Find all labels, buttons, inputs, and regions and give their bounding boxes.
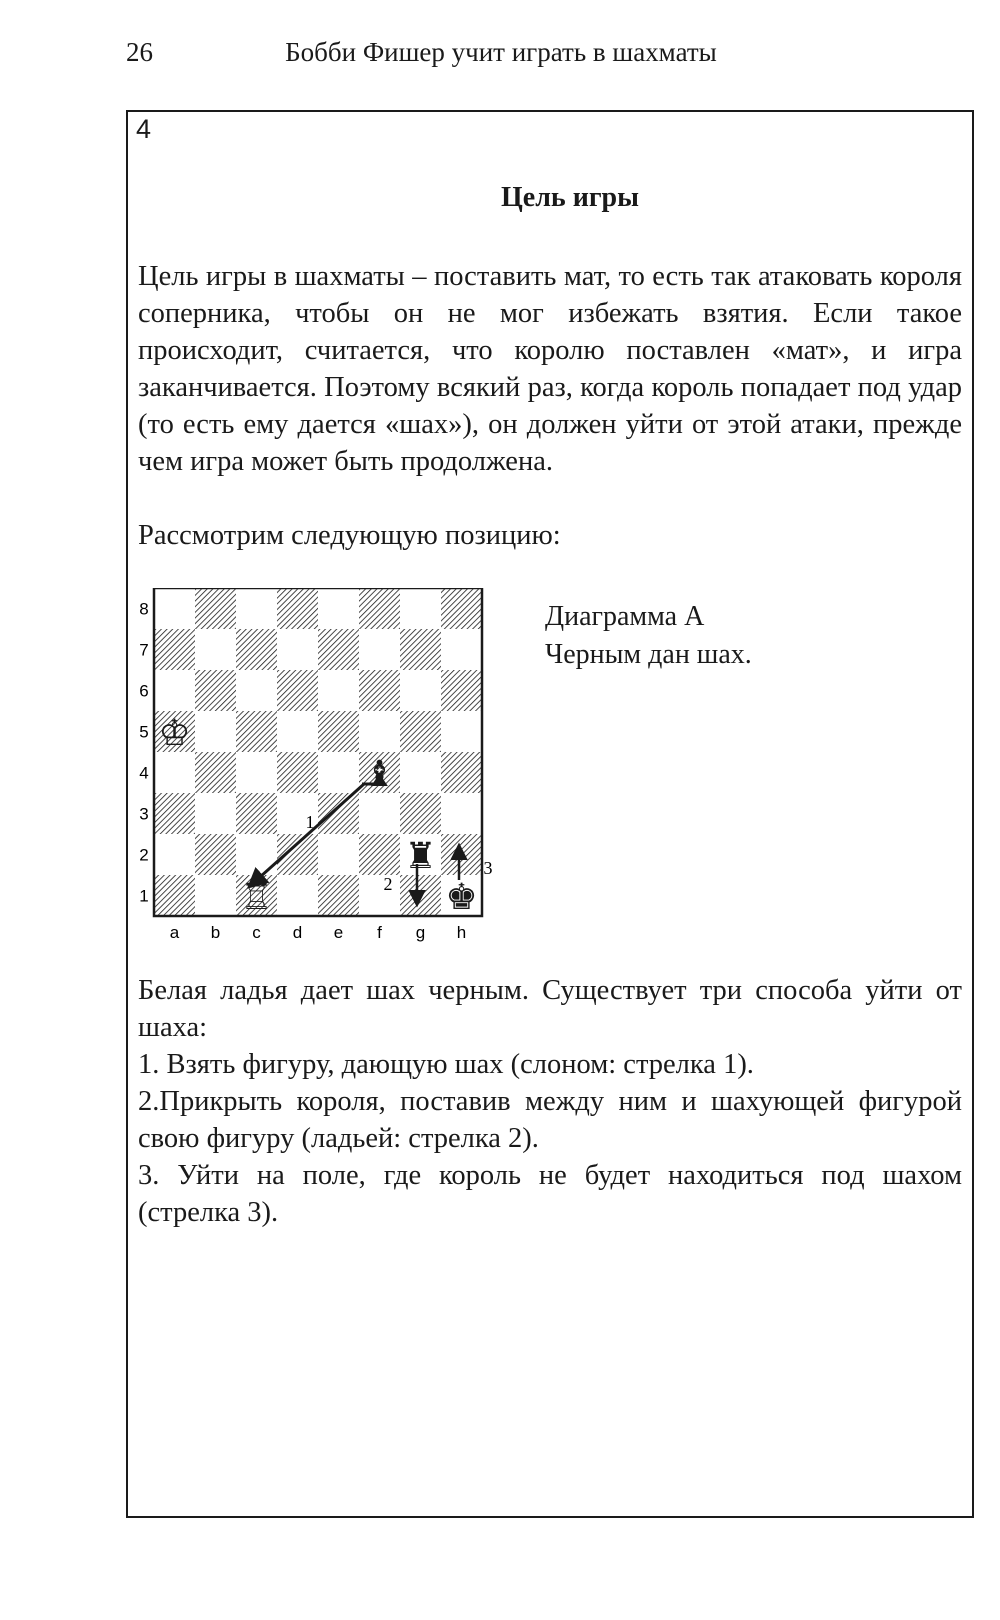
- square-g7: [400, 629, 441, 670]
- square-b6: [195, 670, 236, 711]
- square-d7: [277, 629, 318, 670]
- rank-label: 4: [139, 763, 149, 783]
- square-b5: [195, 711, 236, 752]
- square-e3: [318, 793, 359, 834]
- rank-label: 6: [139, 681, 149, 701]
- lesson-title: Цель игры: [500, 182, 639, 213]
- rank-label: 2: [139, 845, 149, 865]
- square-g6: [400, 670, 441, 711]
- square-c7: [236, 629, 277, 670]
- square-f8: [359, 588, 400, 629]
- file-label: h: [456, 923, 467, 942]
- chess-board-svg: [134, 588, 494, 948]
- running-head: [126, 32, 786, 72]
- square-d1: [277, 875, 318, 916]
- square-d8: [277, 588, 318, 629]
- square-a8: [154, 588, 195, 629]
- square-a1: [154, 875, 195, 916]
- diagram-caption: [545, 598, 752, 674]
- square-c4: [236, 752, 277, 793]
- diagram-caption-text: Черным дан шах.: [545, 639, 752, 670]
- square-e4: [318, 752, 359, 793]
- square-a4: [154, 752, 195, 793]
- square-e1: [318, 875, 359, 916]
- square-e8: [318, 588, 359, 629]
- square-c5: [236, 711, 277, 752]
- square-h4: [441, 752, 482, 793]
- white-rook-icon: ♖: [240, 877, 273, 918]
- square-d6: [277, 670, 318, 711]
- square-h8: [441, 588, 482, 629]
- square-a7: [154, 629, 195, 670]
- file-label: b: [210, 923, 221, 942]
- book-title: Бобби Фишер учит играть в шахматы: [285, 37, 717, 67]
- square-b8: [195, 588, 236, 629]
- square-f5: [359, 711, 400, 752]
- file-labels: [170, 923, 466, 942]
- rank-label: 8: [139, 599, 149, 619]
- square-g4: [400, 752, 441, 793]
- file-label: d: [292, 923, 303, 942]
- file-label: c: [252, 923, 261, 942]
- lesson-frame: [126, 110, 974, 1518]
- square-d5: [277, 711, 318, 752]
- square-d4: [277, 752, 318, 793]
- black-bishop-icon: ♝: [363, 754, 396, 795]
- lead-in-text: Рассмотрим следующую позицию:: [138, 520, 561, 551]
- square-f6: [359, 670, 400, 711]
- black-rook-icon: ♜: [404, 836, 437, 877]
- square-e7: [318, 629, 359, 670]
- square-h2: [441, 834, 482, 875]
- rank-labels: [139, 600, 148, 906]
- square-e6: [318, 670, 359, 711]
- rank-label: 7: [139, 640, 149, 660]
- square-f3: [359, 793, 400, 834]
- square-a6: [154, 670, 195, 711]
- rank-label: 5: [139, 722, 149, 742]
- explanation-line-1: Белая ладья дает шах черным. Существует три способа уйти от шаха:: [138, 975, 962, 1043]
- square-b4: [195, 752, 236, 793]
- explanation-item-3: 3. Уйти на поле, где король не будет находиться под шахом (стрелка 3).: [138, 1160, 962, 1228]
- arrow-label-3: 3: [483, 858, 493, 878]
- intro-paragraph: Цель игры в шахматы – поставить мат, то есть так атаковать короля соперника, чтобы он не мог избежать взятия. Если такое происходит, считается, что королю поставлен «мат», и игра заканчивается. Поэтому всякий раз, когда король попадает под удар (то есть ему дается «шах»), он должен уйти от этой атаки, прежде чем игра может быть продолжена.: [138, 261, 962, 477]
- explanation-item-1: 1. Взять фигуру, дающую шах (слоном: стрелка 1).: [138, 1049, 754, 1080]
- square-e2: [318, 834, 359, 875]
- file-label: f: [377, 923, 382, 942]
- square-b7: [195, 629, 236, 670]
- square-c8: [236, 588, 277, 629]
- rank-label: 3: [139, 804, 149, 824]
- chess-diagram: [134, 588, 494, 948]
- white-king-icon: ♔: [158, 713, 191, 754]
- square-e5: [318, 711, 359, 752]
- square-h6: [441, 670, 482, 711]
- file-label: g: [415, 923, 426, 942]
- square-f2: [359, 834, 400, 875]
- square-h3: [441, 793, 482, 834]
- square-b1: [195, 875, 236, 916]
- square-g5: [400, 711, 441, 752]
- square-c3: [236, 793, 277, 834]
- square-h7: [441, 629, 482, 670]
- square-b3: [195, 793, 236, 834]
- page-number: 26: [126, 37, 153, 67]
- square-g3: [400, 793, 441, 834]
- square-g1: [400, 875, 441, 916]
- lesson-number: 4: [136, 114, 152, 144]
- black-king-icon: ♚: [445, 877, 478, 918]
- explanation-item-2: 2.Прикрыть короля, поставив между ним и шахующей фигурой свою фигуру (ладьей: стрелка 2).: [138, 1086, 962, 1154]
- diagram-caption-title: Диаграмма А: [545, 601, 705, 632]
- explanation: [138, 972, 962, 1231]
- rank-label: 1: [139, 886, 149, 906]
- square-a2: [154, 834, 195, 875]
- arrow-label-2: 2: [383, 874, 393, 894]
- square-g8: [400, 588, 441, 629]
- square-f1: [359, 875, 400, 916]
- square-b2: [195, 834, 236, 875]
- square-a3: [154, 793, 195, 834]
- square-h5: [441, 711, 482, 752]
- file-label: a: [169, 923, 180, 942]
- file-label: e: [333, 923, 344, 942]
- square-f7: [359, 629, 400, 670]
- square-c6: [236, 670, 277, 711]
- arrow-label-1: 1: [305, 812, 315, 832]
